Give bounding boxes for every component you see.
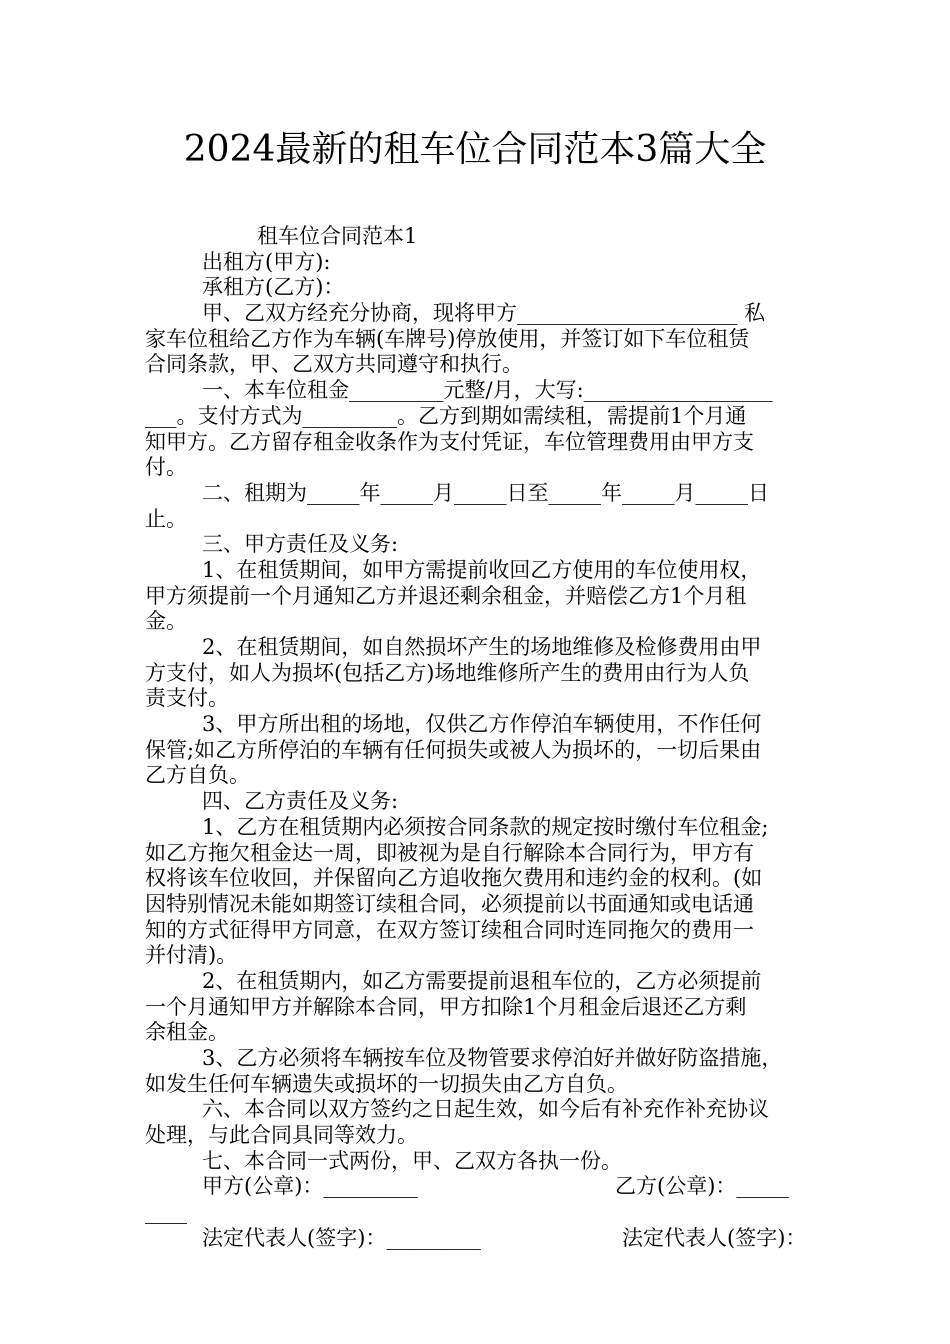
paragraph-line: 如发生任何车辆遗失或损坏的一切损失由乙方自负。 xyxy=(145,1071,628,1096)
paragraph-line: 处理，与此合同具同等效力。 xyxy=(145,1123,418,1148)
paragraph-line: 方支付，如人为损坏(包括乙方)场地维修所产生的费用由行为人负 xyxy=(145,660,750,685)
paragraph-line: 乙方自负。 xyxy=(145,763,250,788)
clause-2-term xyxy=(145,481,809,532)
paragraph-line: 二、租期为_____年_____月_____日至_____年_____月_____日 xyxy=(202,480,769,505)
representative-row xyxy=(145,1226,809,1252)
paragraph-line: 1、乙方在租赁期内必须按合同条款的规定按时缴付车位租金; xyxy=(202,814,769,839)
contract-body xyxy=(145,224,809,1252)
clause-1-rent xyxy=(145,378,809,481)
clause-4-item-1 xyxy=(145,815,809,969)
paragraph-line: 一、本车位租金_________元整/月，大写:__________________ xyxy=(202,378,773,403)
paragraph-line: 一个月通知甲方并解除本合同，甲方扣除1个月租金后退还乙方剩 xyxy=(145,994,747,1019)
paragraph-line: 1、在租赁期间，如甲方需提前收回乙方使用的车位使用权， xyxy=(202,557,762,582)
seal-row-continuation: ____ xyxy=(145,1200,187,1225)
lessor-line: 出租方(甲方): xyxy=(202,249,331,274)
paragraph-line: 金。 xyxy=(145,609,187,634)
paragraph-line: 合同条款，甲、乙双方共同遵守和执行。 xyxy=(145,352,523,377)
paragraph-line: 保管;如乙方所停泊的车辆有任何损失或被人为损坏的，一切后果由 xyxy=(145,737,762,762)
clause-3-item-3 xyxy=(145,712,809,789)
party-b-representative-field: 法定代表人(签字)： xyxy=(622,1225,807,1250)
clause-4-heading: 四、乙方责任及义务: xyxy=(202,789,399,814)
clause-6-effective xyxy=(145,1097,809,1148)
paragraph-line: 责支付。 xyxy=(145,686,229,711)
document-title: 2024最新的租车位合同范本3篇大全 xyxy=(183,129,767,170)
paragraph-line: 家车位租给乙方作为车辆(车牌号)停放使用，并签订如下车位租赁 xyxy=(145,326,750,351)
paragraph-line: 甲方须提前一个月通知乙方并退还剩余租金，并赔偿乙方1个月租 xyxy=(145,583,747,608)
paragraph-line: 付。 xyxy=(145,455,187,480)
clause-3-heading: 三、甲方责任及义务: xyxy=(202,532,399,557)
paragraph-line: 并付清)。 xyxy=(145,943,238,968)
paragraph-line: 因特别情况未能如期签订续租合同，必须提前以书面通知或电话通 xyxy=(145,891,754,916)
paragraph-line: 3、乙方必须将车辆按车位及物管要求停泊好并做好防盗措施， xyxy=(202,1046,783,1070)
paragraph-line: 余租金。 xyxy=(145,1020,229,1045)
paragraph-line: ___。支付方式为_________。乙方到期如需续租，需提前1个月通 xyxy=(145,403,747,428)
paragraph-line: 知甲方。乙方留存租金收条作为支付凭证，车位管理费用由甲方支 xyxy=(145,429,754,454)
party-a-seal-field: 甲方(公章)：_________ xyxy=(202,1174,418,1199)
party-a-representative-field: 法定代表人(签字)：_________ xyxy=(202,1225,481,1250)
paragraph-line: 甲、乙双方经充分协商，现将甲方_____________________ 私 xyxy=(202,301,766,326)
paragraph-line: 权将该车位收回，并保留向乙方追收拖欠费用和违约金的权利。(如 xyxy=(145,866,763,891)
paragraph-line: 如乙方拖欠租金达一周，即被视为是自行解除本合同行为，甲方有 xyxy=(145,840,754,865)
party-b-seal-field: 乙方(公章)：_____ xyxy=(615,1174,789,1199)
paragraph-line: 3、甲方所出租的场地，仅供乙方作停泊车辆使用，不作任何 xyxy=(202,712,762,737)
intro-paragraph xyxy=(145,301,809,378)
clause-3-item-2 xyxy=(145,635,809,712)
paragraph-line: 2、在租赁期内，如乙方需要提前退租车位的，乙方必须提前 xyxy=(202,968,762,993)
paragraph-line: 止。 xyxy=(145,506,187,531)
paragraph-line: 六、本合同以双方签约之日起生效，如今后有补充作补充协议 xyxy=(202,1097,769,1122)
clause-7-copies: 七、本合同一式两份，甲、乙双方各执一份。 xyxy=(202,1148,622,1173)
paragraph-line: 2、在租赁期间，如自然损坏产生的场地维修及检修费用由甲 xyxy=(202,635,762,659)
section-title: 租车位合同范本1 xyxy=(257,224,418,248)
clause-4-item-2 xyxy=(145,969,809,1046)
lessee-line: 承租方(乙方)： xyxy=(202,275,345,300)
seal-row xyxy=(145,1174,809,1200)
paragraph-line: 知的方式征得甲方同意，在双方签订续租合同时连同拖欠的费用一 xyxy=(145,917,754,942)
clause-4-item-3 xyxy=(145,1046,809,1097)
clause-3-item-1 xyxy=(145,558,809,635)
